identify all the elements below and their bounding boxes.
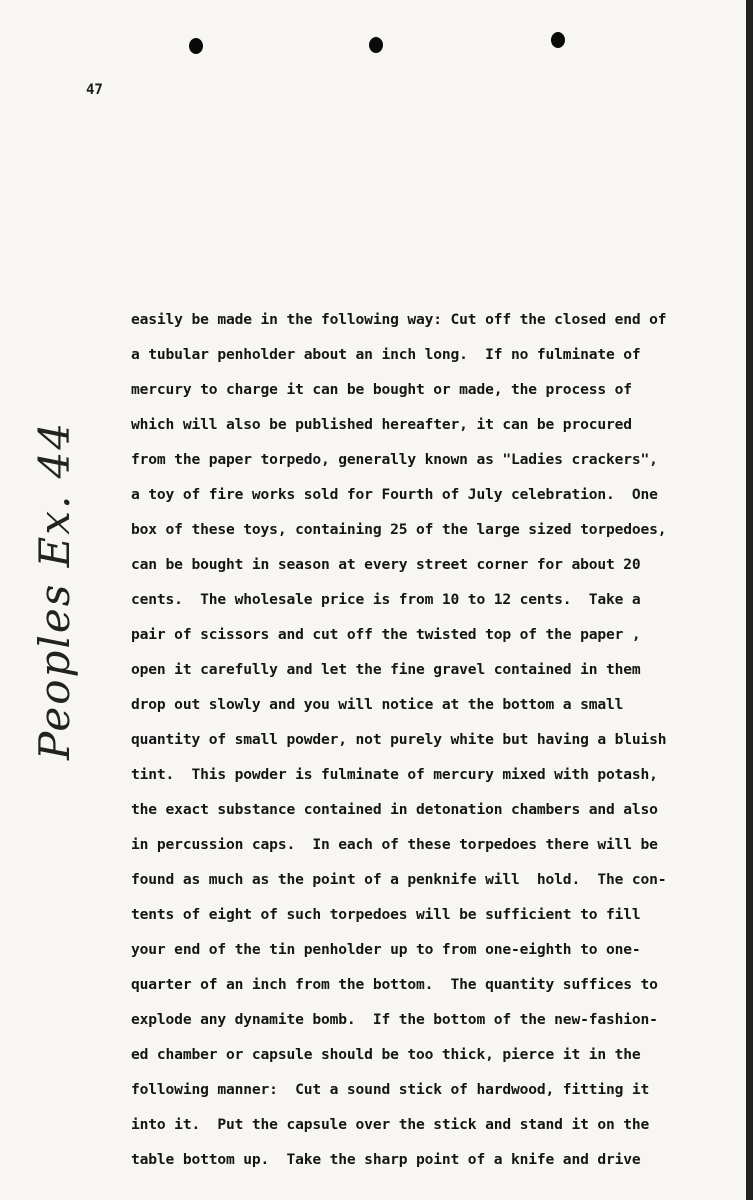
text-line: pair of scissors and cut off the twisted top of the paper , bbox=[131, 626, 641, 643]
text-line: ed chamber or capsule should be too thick, pierce it in the bbox=[131, 1046, 641, 1063]
text-line: following manner: Cut a sound stick of hardwood, fitting it bbox=[131, 1081, 650, 1098]
text-line: the exact substance contained in detonation chambers and also bbox=[131, 801, 658, 818]
typed-body-text bbox=[131, 306, 721, 1181]
text-line: a tubular penholder about an inch long. If no fulminate of bbox=[131, 346, 641, 363]
text-line: your end of the tin penholder up to from one-eighth to one- bbox=[131, 941, 641, 958]
text-line: box of these toys, containing 25 of the large sized torpedoes, bbox=[131, 521, 667, 538]
text-line: in percussion caps. In each of these torpedoes there will be bbox=[131, 836, 658, 853]
scan-edge bbox=[746, 0, 753, 1200]
text-line: quantity of small powder, not purely white but having a bluish bbox=[131, 731, 667, 748]
text-line: can be bought in season at every street corner for about 20 bbox=[131, 556, 641, 573]
text-line: into it. Put the capsule over the stick and stand it on the bbox=[131, 1116, 650, 1133]
text-line: open it carefully and let the fine gravel contained in them bbox=[131, 661, 641, 678]
punch-hole bbox=[189, 38, 203, 54]
page-number: 47 bbox=[86, 82, 103, 98]
punch-hole bbox=[551, 32, 565, 48]
text-line: explode any dynamite bomb. If the bottom of the new-fashion- bbox=[131, 1011, 658, 1028]
text-line: from the paper torpedo, generally known as "Ladies crackers", bbox=[131, 451, 658, 468]
text-line: easily be made in the following way: Cut off the closed end of bbox=[131, 311, 667, 328]
text-line: mercury to charge it can be bought or made, the process of bbox=[131, 381, 632, 398]
text-line: which will also be published hereafter, it can be procured bbox=[131, 416, 632, 433]
text-line: drop out slowly and you will notice at the bottom a small bbox=[131, 696, 624, 713]
text-line: a toy of fire works sold for Fourth of July celebration. One bbox=[131, 486, 658, 503]
punch-hole bbox=[369, 37, 383, 53]
handwritten-exhibit-label: Peoples Ex. 44 bbox=[30, 420, 79, 760]
text-line: found as much as the point of a penknife will hold. The con- bbox=[131, 871, 667, 888]
text-line: tents of eight of such torpedoes will be sufficient to fill bbox=[131, 906, 641, 923]
text-line: tint. This powder is fulminate of mercury mixed with potash, bbox=[131, 766, 658, 783]
text-line: table bottom up. Take the sharp point of a knife and drive bbox=[131, 1151, 641, 1168]
text-line: quarter of an inch from the bottom. The quantity suffices to bbox=[131, 976, 658, 993]
text-line: cents. The wholesale price is from 10 to 12 cents. Take a bbox=[131, 591, 641, 608]
